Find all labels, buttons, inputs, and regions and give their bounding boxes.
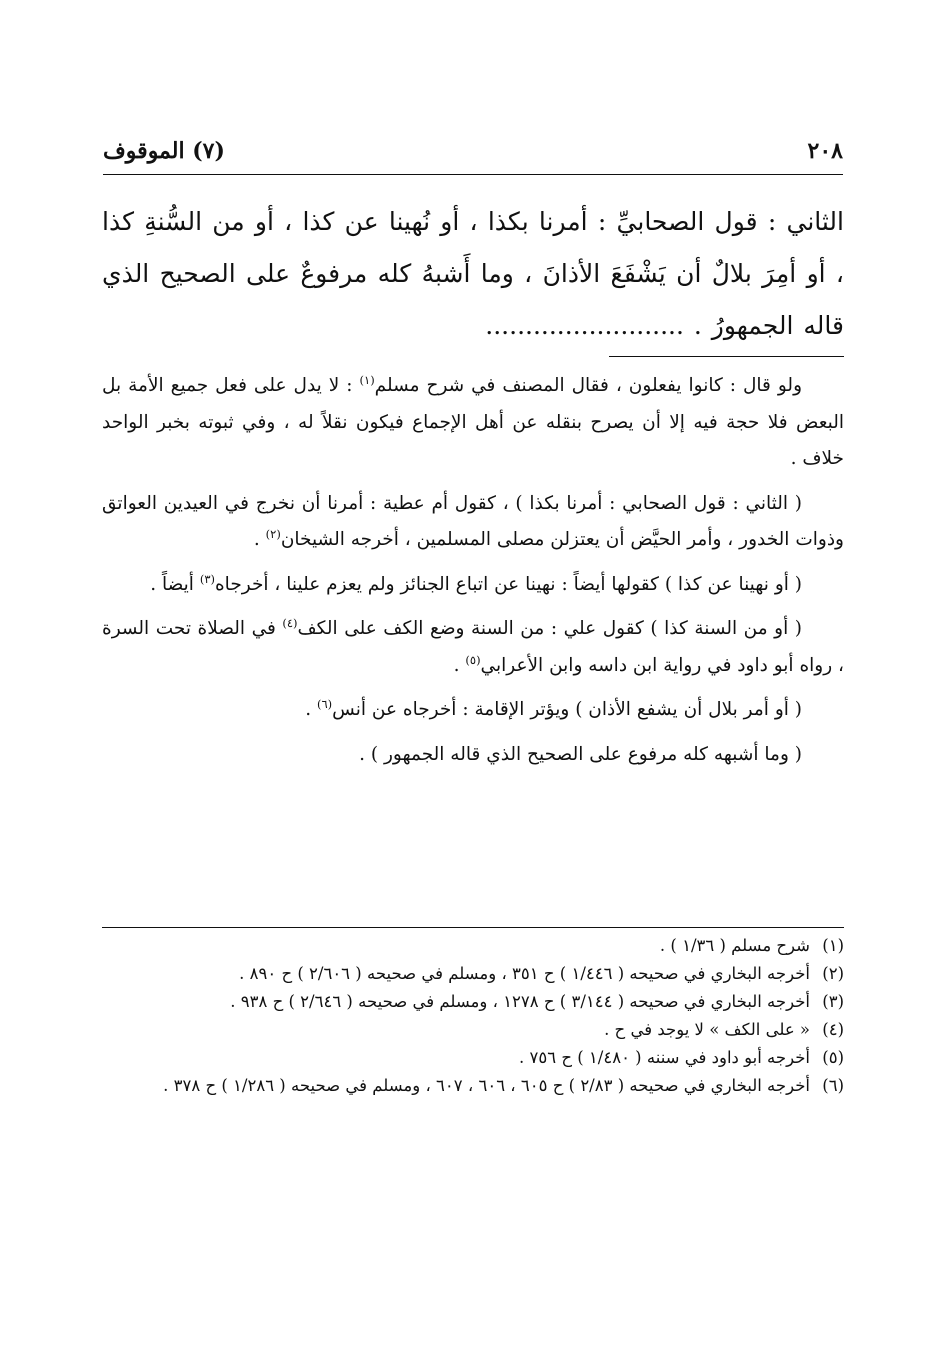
text-separator: [609, 356, 844, 357]
commentary-text: ولو قال : كانوا يفعلون ، فقال المصنف في شرح مسلم: [374, 375, 803, 396]
footnote-ref: (٣): [199, 571, 215, 586]
footnote-number: (١): [822, 936, 844, 955]
footnote-text: أخرجه البخاري في صحيحه ( ١/٤٤٦ ) ح ٣٥١ ، ومسلم في صحيحه ( ٢/٦٠٦ ) ح ٨٩٠ .: [239, 964, 810, 983]
footnote-text: شرح مسلم ( ١/٣٦ ) .: [659, 936, 810, 955]
footnote-ref: (٤): [282, 615, 298, 630]
footnote: [102, 932, 844, 960]
commentary-text: .: [305, 699, 317, 720]
footnote: [102, 960, 844, 988]
commentary-text: ( أو من السنة كذا ) كقول علي : من السنة وضع الكف على الكف: [297, 618, 802, 639]
footnote-text: أخرجه البخاري في صحيحه ( ٢/٨٣ ) ح ٦٠٥ ، ٦٠٦ ، ٦٠٧ ، ومسلم في صحيحه ( ١/٢٨٦ ) ح ٣٧٨ .: [163, 1076, 810, 1095]
footnote-number: (٤): [822, 1020, 844, 1039]
commentary: [102, 368, 844, 781]
footnote-text: « على الكف » لا يوجد في ح .: [604, 1020, 810, 1039]
commentary-text: .: [453, 654, 466, 676]
footnotes: [102, 932, 844, 1100]
footnote-text: أخرجه البخاري في صحيحه ( ٣/١٤٤ ) ح ١٢٧٨ ، ومسلم في صحيحه ( ٢/٦٤٦ ) ح ٩٣٨ .: [230, 992, 810, 1011]
commentary-paragraph: [102, 486, 844, 559]
commentary-paragraph: [102, 567, 844, 604]
commentary-paragraph: [102, 692, 844, 729]
commentary-text: ( الثاني : قول الصحابي : أمرنا بكذا ) ، كقول أم عطية : أمرنا أن نخرج في العيدين العواتق وذوات الخدور ، وأمر الحيَّض أن يعتزلن مصلى المسلمين ، أخرجه الشيخان: [102, 492, 844, 550]
commentary-text: أيضاً .: [150, 573, 200, 595]
footnote-number: (٣): [822, 992, 844, 1011]
chapter-title: (٧) الموقوف: [103, 138, 225, 164]
footnote-number: (٦): [822, 1076, 844, 1095]
commentary-text: في الصلاة تحت السرة ، رواه أبو داود في رواية ابن داسه وابن الأعرابي: [102, 618, 844, 676]
commentary-paragraph: [102, 737, 844, 774]
footnote: [102, 988, 844, 1016]
commentary-paragraph: [102, 611, 844, 684]
commentary-text: ( وما أشبهه كله مرفوع على الصحيح الذي قاله الجمهور ) .: [359, 743, 802, 765]
footnote-ref: (١): [359, 372, 375, 387]
footnote-number: (٥): [822, 1048, 844, 1067]
footnote: [102, 1016, 844, 1044]
commentary-text: ( أو أمر بلال أن يشفع الأذان ) ويؤتر الإقامة : أخرجاه عن أنس: [332, 699, 802, 720]
footnote-separator: [102, 927, 844, 928]
footnote-ref: (٥): [465, 652, 481, 667]
commentary-text: ( أو نهينا عن كذا ) كقولها أيضاً : نهينا عن اتباع الجنائز ولم يعزم علينا ، أخرجاه: [214, 573, 802, 595]
footnote-ref: (٢): [265, 526, 281, 541]
main-text: [102, 196, 844, 352]
page-number: ٢٠٨: [807, 138, 843, 164]
footnote: [102, 1072, 844, 1100]
footnote-text: أخرجه أبو داود في سننه ( ١/٤٨٠ ) ح ٧٥٦ .: [519, 1048, 810, 1067]
commentary-text: : لا يدل على فعل جميع الأمة بل البعض فلا حجة فيه إلا أن يصرح بنقله عن أهل الإجماع فيكون نقلاً له ، وفي ثبوته بخبر الواحد خلاف .: [102, 375, 844, 469]
commentary-paragraph: [102, 368, 844, 478]
page-header: [103, 138, 843, 175]
footnote-ref: (٦): [317, 696, 333, 711]
commentary-text: .: [253, 529, 266, 550]
footnote-number: (٢): [822, 964, 844, 983]
footnote: [102, 1044, 844, 1072]
main-text-paragraph: الثاني : قول الصحابيِّ : أمرنا بكذا ، أو نُهينا عن كذا ، أو من السُّنةِ كذا ، أو أمِرَ بلالٌ أن يَشْفَعَ الأذانَ ، وما أَشبهُ كله مرفوعٌ على الصحيح الذي قاله الجمهورُ . .........................: [102, 207, 844, 340]
